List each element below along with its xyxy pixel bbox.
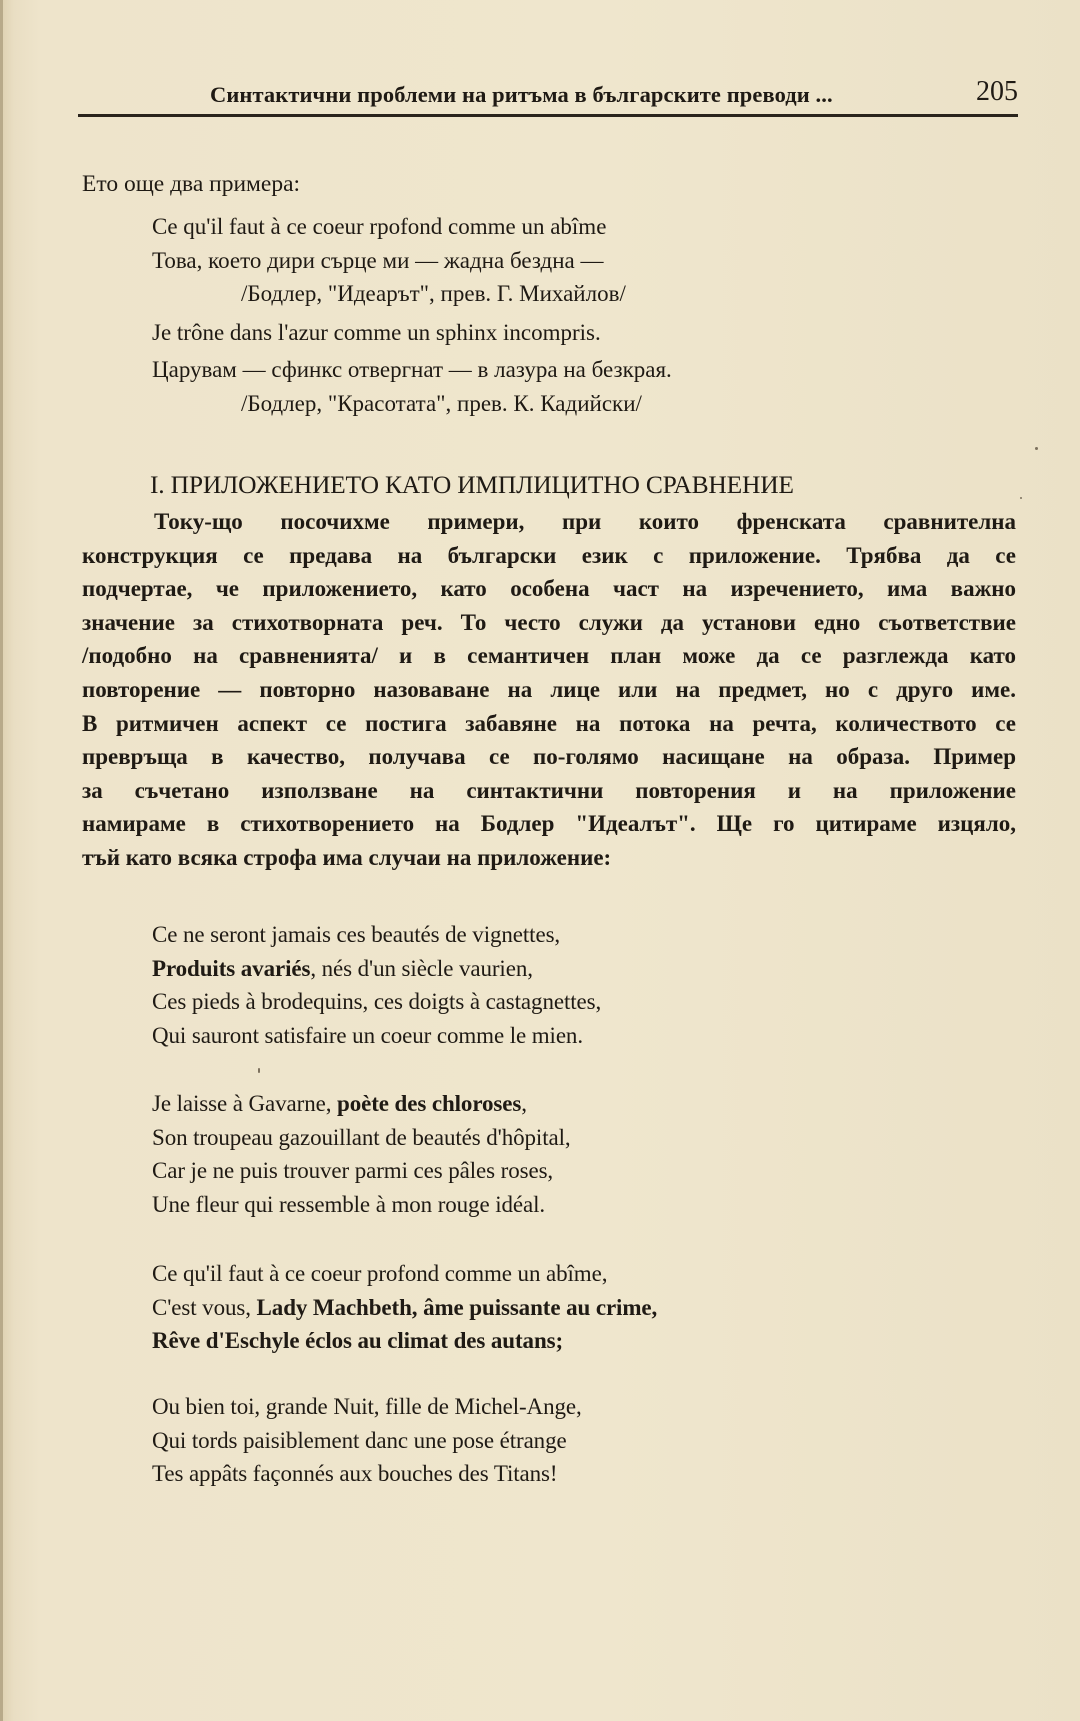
verse-line: Tes appâts façonnés aux bouches des Titans! — [152, 1461, 558, 1486]
paragraph-line: повторение — повторно назоваване на лице или на предмет, но с друго име. — [82, 676, 1016, 702]
paragraph-line: конструкция се предава на български език с приложение. Трябва да се — [82, 542, 1016, 568]
section-title: I. ПРИЛОЖЕНИЕТО КАТО ИМПЛИЦИТНО СРАВНЕНИЕ — [150, 470, 794, 499]
poem-stanza-2 — [152, 1087, 571, 1221]
verse-line: Une fleur qui ressemble à mon rouge idéal. — [152, 1191, 546, 1217]
poem-stanza-4 — [152, 1390, 582, 1491]
verse-text: Je laisse à Gavarne, — [152, 1091, 338, 1116]
paper-speck — [258, 1068, 260, 1073]
paragraph-line: превръща в качество, получава се по-голямо насищане на образа. Пример — [82, 744, 1016, 770]
verse-text: , — [521, 1091, 527, 1116]
paragraph-line: за съчетано използване на синтактични повторения и на приложение — [82, 777, 1016, 803]
verse-line: Son troupeau gazouillant de beautés d'hôpital, — [152, 1124, 571, 1150]
page-edge — [0, 0, 3, 1721]
verse-line — [152, 952, 601, 986]
verse-line: Ce ne seront jamais ces beautés de vignettes, — [152, 922, 561, 947]
intro-text: Ето още два примера: — [82, 171, 301, 197]
example-1-original: Ce qu'il faut à ce coeur rpofond comme un abîme — [152, 214, 607, 239]
verse-text: , nés d'un siècle vaurien, — [310, 955, 533, 981]
paragraph-line: тъй като всяка строфа има случаи на приложение: — [82, 844, 612, 870]
verse-bold-phrase: Produits avariés — [152, 955, 311, 981]
paragraph-line: подчертае, че приложението, като особена част на изречението, има важно — [82, 576, 1016, 602]
example-1-source: /Бодлер, "Идеарът", прев. Г. Михайлов/ — [241, 281, 626, 306]
verse-line: Ou bien toi, grande Nuit, fille de Michel-Ange, — [152, 1394, 582, 1419]
paragraph-line: Току-що посочихме примери, при които френската сравнителна — [154, 509, 1016, 534]
example-2-original: Je trône dans l'azur comme un sphinx incompris. — [152, 320, 601, 345]
verse-text: C'est vous, — [152, 1294, 257, 1320]
verse-line — [152, 1324, 657, 1358]
verse-line: Car je ne puis trouver parmi ces pâles roses, — [152, 1158, 554, 1183]
paragraph-line: значение за стихотворната реч. То често служи да установи едно съответствие — [82, 609, 1016, 635]
verse-line — [152, 1291, 657, 1325]
paragraph-line: /подобно на сравненията/ и в семантичен план може да се разглежда като — [82, 643, 1016, 669]
verse-line — [152, 1087, 571, 1121]
paragraph-line: В ритмичен аспект се постига забавяне на потока на речта, количеството се — [82, 710, 1016, 736]
poem-stanza-1 — [152, 918, 601, 1052]
verse-line: Ces pieds à brodequins, ces doigts à castagnettes, — [152, 989, 602, 1014]
verse-bold-phrase: Lady Machbeth, âme puissante au crime, — [256, 1294, 658, 1320]
verse-line: Qui sauront satisfaire un coeur comme le mien. — [152, 1022, 583, 1048]
poem-stanza-3 — [152, 1257, 657, 1358]
page-number: 205 — [976, 76, 1018, 107]
paragraph-line: намираме в стихотворението на Бодлер "Идеалът". Ще го цитираме изцяло, — [82, 811, 1016, 837]
example-1-translation: Това, което дири сърце ми — жадна бездна — — [152, 248, 604, 273]
running-head: Синтактични проблеми на ритъма в българските преводи ... — [210, 82, 833, 107]
paper-speck — [1020, 497, 1022, 499]
page-header — [80, 76, 1018, 112]
verse-bold-phrase: Rêve d'Eschyle éclos au climat des autans; — [152, 1328, 564, 1353]
verse-bold-phrase: poète des chloroses — [337, 1091, 522, 1116]
example-2-translation: Царувам — сфинкс отвергнат — в лазура на безкрая. — [152, 357, 672, 382]
verse-line: Qui tords paisiblement danc une pose étrange — [152, 1427, 567, 1453]
body-paragraph — [82, 505, 1016, 875]
header-rule — [78, 114, 1018, 117]
example-2-source: /Бодлер, "Красотата", прев. К. Кадийски/ — [241, 391, 642, 416]
paper-speck — [1035, 447, 1038, 450]
verse-line: Ce qu'il faut à ce coeur profond comme un abîme, — [152, 1261, 608, 1286]
